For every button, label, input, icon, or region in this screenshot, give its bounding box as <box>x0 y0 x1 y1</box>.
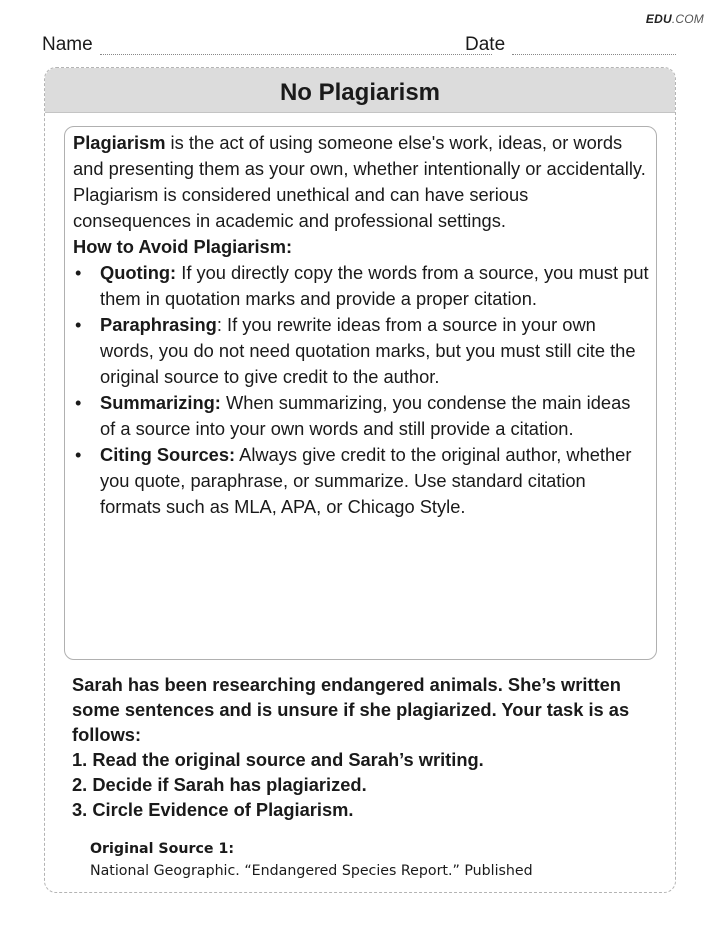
source-title: Original Source 1: <box>90 841 234 857</box>
edu-com-logo <box>646 12 704 26</box>
tip-item-citing-sources <box>73 442 649 520</box>
definition-term: Plagiarism <box>73 132 166 153</box>
source-citation: National Geographic. “Endangered Species Report.” Published <box>90 863 533 879</box>
name-label: Name <box>42 34 93 55</box>
tip-term: Quoting: <box>100 262 177 283</box>
definition-paragraph <box>73 130 649 234</box>
tip-term: Citing Sources: <box>100 444 236 465</box>
bullet-icon: • <box>75 262 82 283</box>
bullet-icon: • <box>75 314 82 335</box>
worksheet-card <box>44 67 676 893</box>
date-line[interactable] <box>512 54 676 55</box>
worksheet-title: No Plagiarism <box>45 68 675 113</box>
tips-list <box>73 260 649 520</box>
tip-item-paraphrasing <box>73 312 649 390</box>
bullet-icon: • <box>75 444 82 465</box>
name-date-row <box>42 32 676 56</box>
task-step-1: 1. Read the original source and Sarah’s writing. <box>72 749 484 770</box>
bullet-icon: • <box>75 392 82 413</box>
task-instructions <box>72 672 662 822</box>
tip-text: Always give credit to the original author, whether you quote, paraphrase, or summarize. Use standard citation formats such as MLA, APA, or Chicago Style. <box>100 444 632 517</box>
tip-text: If you directly copy the words from a source, you must put them in quotation marks and provide a proper citation. <box>100 262 649 309</box>
definition-text: is the act of using someone else's work, ideas, or words and presenting them as your own, whether intentionally or accidentally. Plagiarism is considered unethical and can have serious consequences in academic and professional settings. <box>73 132 646 231</box>
tip-term: Summarizing: <box>100 392 221 413</box>
task-intro: Sarah has been researching endangered animals. She’s written some sentences and is unsure if she plagiarized. Your task is as follows: <box>72 674 630 745</box>
date-label: Date <box>465 34 506 55</box>
task-step-3: 3. Circle Evidence of Plagiarism. <box>72 799 354 820</box>
definition-box <box>64 126 657 660</box>
logo-suffix-text: .COM <box>671 12 704 26</box>
tip-item-summarizing <box>73 390 649 442</box>
how-to-heading: How to Avoid Plagiarism: <box>73 236 293 257</box>
tip-text: When summarizing, you condense the main ideas of a source into your own words and still provide a citation. <box>100 392 631 439</box>
tip-text: : If you rewrite ideas from a source in your own words, you do not need quotation marks, but you must still cite the original source to give credit to the author. <box>100 314 636 387</box>
logo-bold-text: EDU <box>645 12 672 26</box>
tip-term: Paraphrasing <box>100 314 217 335</box>
tip-item-quoting <box>73 260 649 312</box>
name-line[interactable] <box>100 54 492 55</box>
original-source-section <box>90 838 650 882</box>
task-step-2: 2. Decide if Sarah has plagiarized. <box>72 774 367 795</box>
